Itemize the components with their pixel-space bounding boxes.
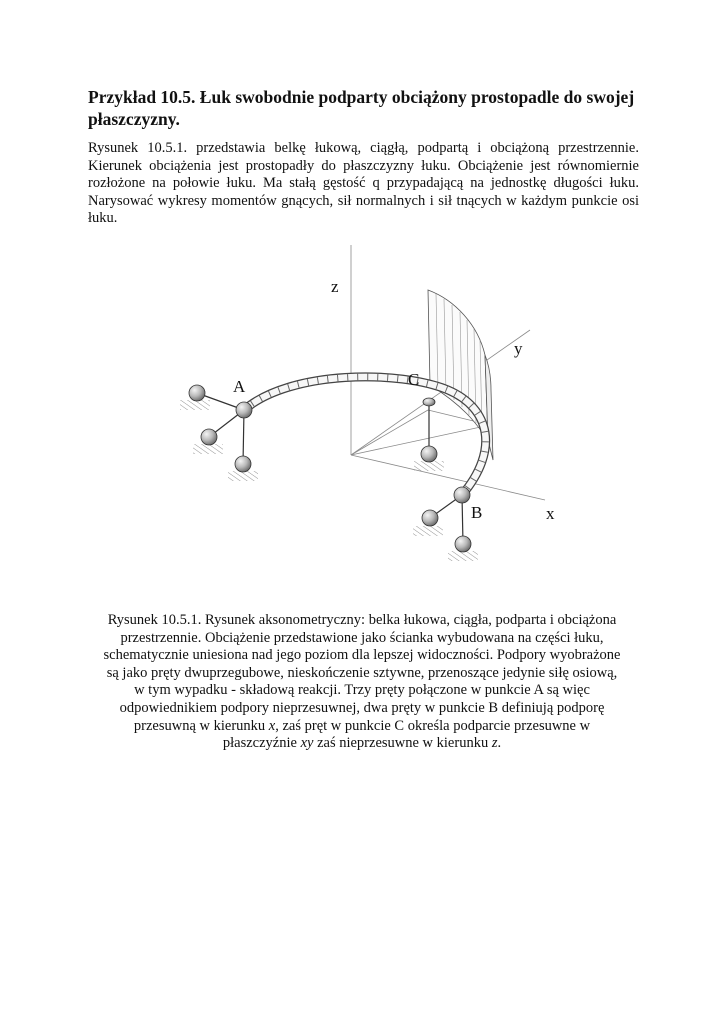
support-A — [180, 385, 258, 481]
figure-arch-axonometric — [0, 230, 724, 610]
caption-text: zaś nieprzesuwne w kierunku — [313, 735, 492, 752]
label-y-axis: y — [514, 339, 523, 358]
x-axis — [351, 455, 545, 500]
intro-paragraph: Rysunek 10.5.1. przedstawia belkę łukową, ciągłą, podpartą i obciążoną przestrzennie. Kierunek obciążenia jest prostopadły do płaszczyzny łuku. Obciążenie jest równomiernie rozłożone na połowie łuku. Ma stałą gęstość q przypadającą na jednostkę długości łuku. Narysować wykresy momentów gnących, sił normalnych i sił tnących w każdym punkcie osi łuku. — [88, 140, 639, 227]
support-B — [413, 487, 478, 561]
figure-drawing — [0, 230, 724, 610]
projection-line — [351, 410, 428, 455]
support-C — [414, 398, 444, 471]
figure-caption — [100, 612, 624, 753]
caption-text: . — [497, 735, 502, 752]
caption-text: Rysunek 10.5.1. Rysunek aksonometryczny: belka łukowa, ciągła, podparta i obciążona przestrzennie. Obciążenie przedstawione jako ścianka wybudowana na części łuku, schematycznie uniesiona nad jego poziom dla lepszej widoczności. Podpory wyobrażone są jako pręty dwuprzegubowe, nieskończenie sztywne, przenoszące jedynie siłę osiową, w tym wypadku - składową reakcji. Trzy pręty połączone w punkcie A są więc odpowiednikiem podpory nieprzesuwnej, dwa pręty w punkcie B definiują podporę przesuwną w kierunku — [103, 612, 621, 734]
caption-text: , zaś pręt w punkcie C określa podparcie przesuwne w płaszczyźnie — [222, 717, 591, 752]
label-point-C: C — [408, 370, 420, 389]
page-title: Przykład 10.5. Łuk swobodnie podparty obciążony prostopadle do swojej płaszczyzny. — [88, 87, 635, 129]
label-x-axis: x — [546, 504, 555, 523]
caption-italic-xy: xy — [300, 735, 314, 752]
label-z-axis: z — [331, 277, 339, 296]
label-point-A: A — [233, 377, 246, 396]
arch-beam — [244, 377, 486, 495]
label-point-B: B — [471, 503, 483, 522]
caption-italic-z: z — [491, 735, 498, 752]
caption-italic-x: x — [268, 717, 276, 734]
